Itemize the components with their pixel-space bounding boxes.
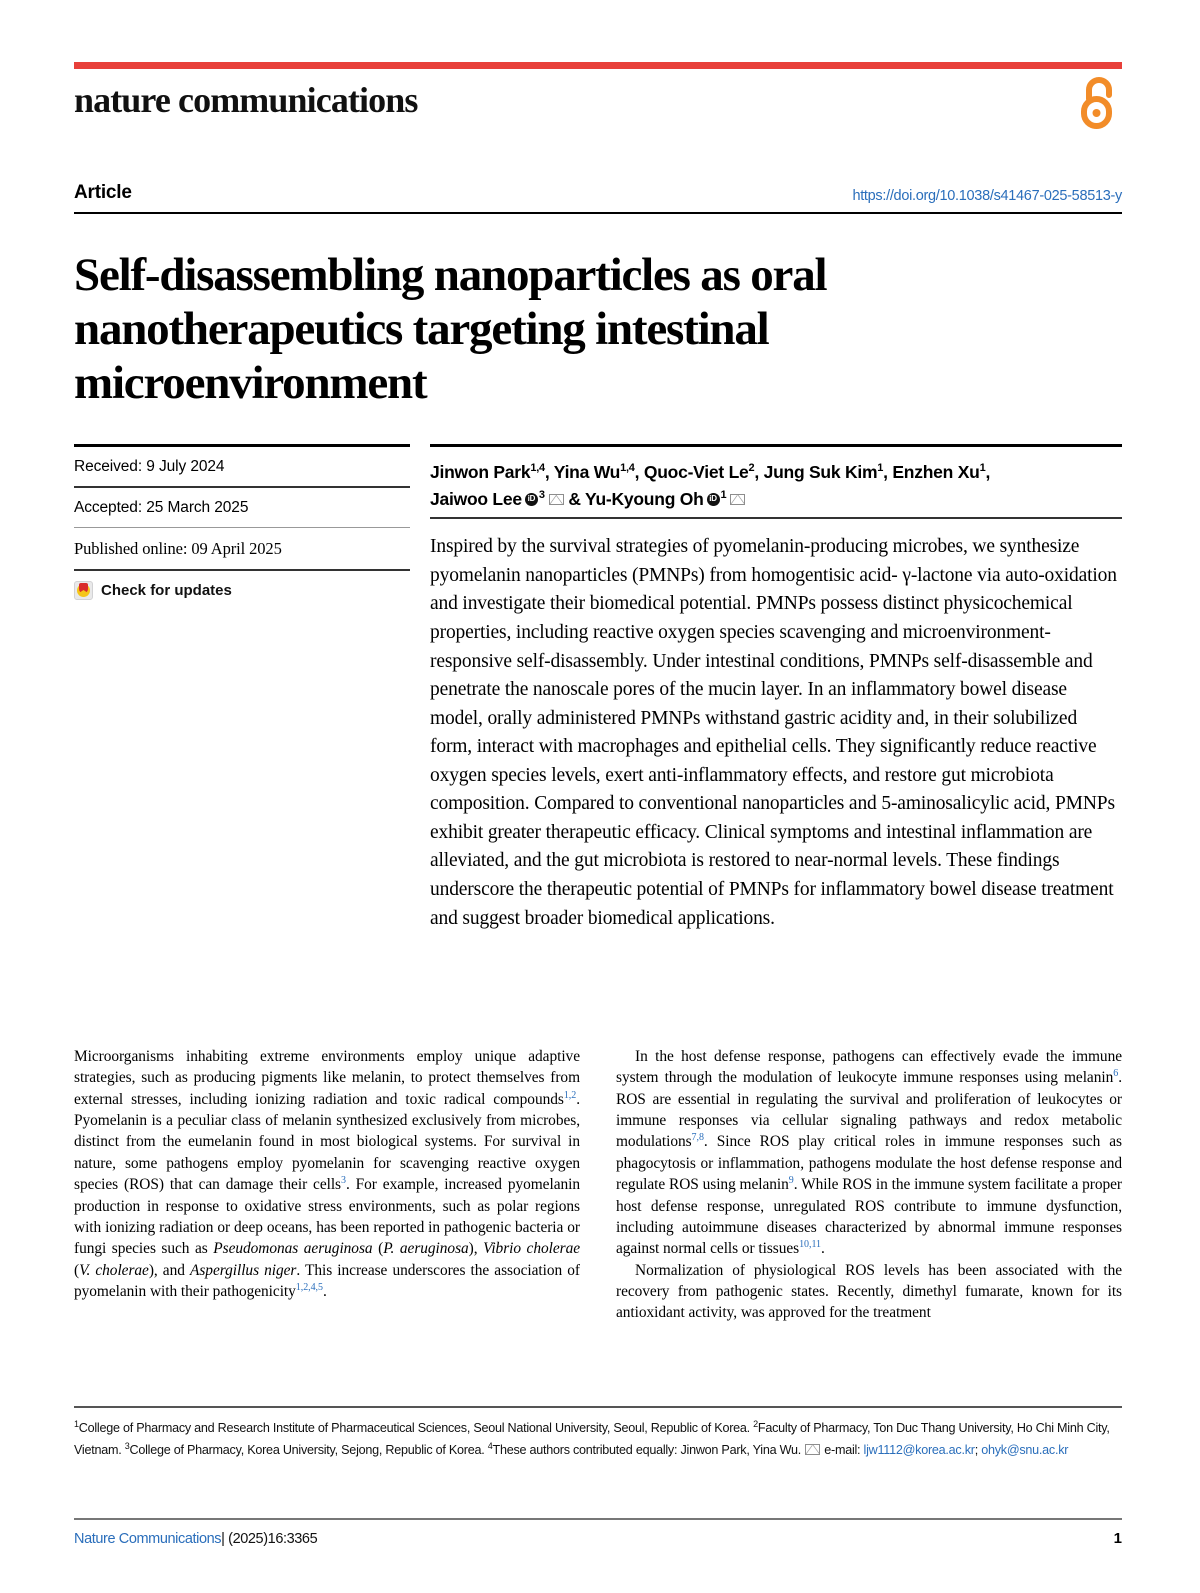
author-1-affil: 1,4 bbox=[530, 462, 545, 475]
intro-p2-seg2: . ROS are essential in regulating the survival and proliferation of leukocytes or immune responses via cellular signaling pathways and redox metabolic modulations bbox=[616, 1069, 1122, 1151]
intro-paragraph-1 bbox=[74, 1046, 580, 1302]
article-header-row bbox=[74, 182, 1122, 204]
author-4-affil: 1 bbox=[877, 462, 884, 475]
author-1: Jinwon Park bbox=[430, 462, 531, 482]
accepted-date: Accepted: 25 March 2025 bbox=[74, 499, 249, 516]
citation-ref[interactable]: 10,11 bbox=[799, 1239, 821, 1251]
email-label: e-mail: bbox=[824, 1442, 864, 1457]
check-for-updates-label: Check for updates bbox=[101, 582, 232, 599]
affiliations-block bbox=[74, 1406, 1122, 1460]
author-6-affil: 3 bbox=[538, 489, 545, 502]
body-column-right bbox=[616, 1046, 1122, 1324]
intro-paragraph-3: Normalization of physiological ROS levels has been associated with the recovery from pathogenic states. Recently, dimethyl fumarate, known for its antioxidant activity, was approved for the treatment bbox=[616, 1261, 1122, 1322]
citation-ref[interactable]: 9 bbox=[788, 1175, 794, 1187]
species-name: Pseudomonas aeruginosa bbox=[213, 1240, 373, 1258]
citation-ref[interactable]: 1,2,4,5 bbox=[295, 1281, 323, 1293]
email-separator: ; bbox=[974, 1442, 982, 1457]
citation-ref[interactable]: 1,2 bbox=[563, 1089, 577, 1101]
doi-link[interactable]: https://doi.org/10.1038/s41467-025-58513-y bbox=[852, 188, 1122, 204]
intro-p1-seg8: . This increase underscores the association of pyomelanin with their pathogenicity bbox=[74, 1261, 580, 1300]
intro-p1-seg3: . For example, increased pyomelanin production in response to oxidative stress environments, such as polar regions with ionizing radiation or deep oceans, has been reported in pathogenic bacteria or fungi species such as bbox=[74, 1176, 580, 1258]
affil-marker-1: 1 bbox=[74, 1419, 79, 1429]
footer-journal-name[interactable]: Nature Communications bbox=[74, 1531, 222, 1547]
species-name: Aspergillus niger bbox=[190, 1261, 297, 1279]
intro-p1-seg9: . bbox=[322, 1282, 327, 1300]
author-6: Jaiwoo Lee bbox=[430, 489, 522, 510]
affil-4: These authors contributed equally: Jinwon Park, Yina Wu. bbox=[492, 1442, 805, 1457]
abstract-text: Inspired by the survival strategies of pyomelanin-producing microbes, we synthesize pyomelanin nanoparticles (PMNPs) from homogentisic acid- γ-lactone via auto-oxidation and investigate their biomedical potential. PMNPs possess distinct physicochemical properties, including reactive oxygen species scavenging and microenvironment-responsive self-disassembly. Under intestinal conditions, PMNPs self-disassemble and penetrate the nanoscale pores of the mucin layer. In an inflammatory bowel disease model, orally administered PMNPs withstand gastric acidity and, in their solubilized form, interact with macrophages and epithelial cells. They significantly reduce reactive oxygen species levels, exert anti-inflammatory effects, and restore gut microbiota composition. Compared to conventional nanoparticles and 5-aminosalicylic acid, PMNPs exhibit greater therapeutic efficacy. Clinical symptoms and intestinal inflammation are alleviated, and the gut microbiota is restored to near-normal levels. These findings underscore the therapeutic potential of PMNPs for inflammatory bowel disease treatment and suggest broader biomedical applications. bbox=[430, 536, 1117, 929]
footer-volume-info: | (2025)16:3365 bbox=[221, 1531, 318, 1547]
intro-p1-seg2: . Pyomelanin is a peculiar class of melanin synthesized exclusively from microbes, distinct from the eumelanin found in most biological systems. For survival in nature, some pathogens employ pyomelanin for scavenging reactive oxygen species (ROS) that can damage their cells bbox=[74, 1090, 580, 1194]
author-list bbox=[430, 447, 1122, 517]
footer-citation bbox=[74, 1531, 317, 1547]
author-4: , Jung Suk Kim bbox=[754, 462, 878, 482]
body-columns bbox=[74, 1046, 1122, 1324]
author-7: & Yu-Kyoung Oh bbox=[568, 489, 704, 510]
species-name: Vibrio cholerae bbox=[483, 1240, 580, 1258]
corresponding-email-1[interactable]: ljw1112@korea.ac.kr bbox=[863, 1442, 975, 1457]
page-footer bbox=[74, 1518, 1122, 1547]
author-line1-comma: , bbox=[985, 462, 991, 482]
author-2: , Yina Wu bbox=[544, 462, 621, 482]
body-column-left bbox=[74, 1046, 580, 1324]
affil-marker-3: 3 bbox=[124, 1440, 130, 1451]
intro-p2-seg5: . bbox=[821, 1240, 825, 1258]
citation-ref[interactable]: 6 bbox=[1113, 1068, 1119, 1080]
intro-p1-seg4: ( bbox=[372, 1240, 384, 1258]
intro-p1-seg1: Microorganisms inhabiting extreme environments employ unique adaptive strategies, such as producing pigments like melanin, to protect themselves from external stresses, including ionizing radiation and toxic radical compounds bbox=[74, 1048, 580, 1108]
footer-row bbox=[74, 1520, 1122, 1547]
header-divider bbox=[74, 212, 1122, 214]
affil-2: Faculty of Pharmacy, Ton Duc Thang University, Ho Chi Minh City, Vietnam. bbox=[74, 1421, 1110, 1457]
intro-p2-seg4: . While ROS in the immune system facilitate a proper host defense response, unregulated ROS contribute to immune dysfunction, including autoimmune diseases characterized by abnormal immune responses against normal cells or tissues bbox=[616, 1176, 1122, 1258]
orcid-icon[interactable] bbox=[525, 493, 538, 506]
published-date: Published online: 09 April 2025 bbox=[74, 539, 282, 558]
intro-p1-seg7: ), and bbox=[148, 1261, 191, 1279]
publication-meta bbox=[74, 444, 410, 600]
check-for-updates[interactable] bbox=[74, 571, 410, 600]
citation-ref[interactable]: 7,8 bbox=[691, 1132, 704, 1144]
article-type-label: Article bbox=[74, 182, 132, 203]
email-envelope-icon bbox=[805, 1444, 820, 1455]
author-3: , Quoc-Viet Le bbox=[634, 462, 749, 482]
affiliations-text bbox=[74, 1408, 1122, 1460]
corresponding-email-2[interactable]: ohyk@snu.ac.kr bbox=[981, 1442, 1069, 1457]
intro-p1-seg6: ( bbox=[74, 1261, 80, 1279]
author-2-affil: 1,4 bbox=[620, 462, 635, 475]
intro-p2-seg1: In the host defense response, pathogens can effectively evade the immune system through the modulation of leukocyte immune responses using melanin bbox=[616, 1048, 1122, 1087]
crossmark-icon bbox=[74, 581, 93, 600]
author-3-affil: 2 bbox=[748, 462, 755, 475]
author-5: , Enzhen Xu bbox=[883, 462, 980, 482]
author-5-affil: 1 bbox=[979, 462, 986, 475]
email-envelope-icon[interactable] bbox=[730, 494, 745, 505]
citation-ref[interactable]: 3 bbox=[341, 1175, 346, 1187]
species-name: P. aeruginosa bbox=[383, 1240, 469, 1258]
affil-marker-2: 2 bbox=[753, 1419, 758, 1429]
masthead bbox=[74, 62, 1122, 141]
intro-p1-seg5: ), bbox=[468, 1240, 484, 1258]
page-number: 1 bbox=[1113, 1530, 1122, 1547]
page-title: Self-disassembling nanoparticles as oral nanotherapeutics targeting intestinal microenvironment bbox=[74, 249, 827, 409]
affil-marker-4: 4 bbox=[487, 1440, 493, 1451]
brand-rule bbox=[74, 62, 1122, 69]
affil-3: College of Pharmacy, Korea University, Sejong, Republic of Korea. bbox=[129, 1442, 488, 1457]
brand-row bbox=[74, 69, 1122, 141]
author-7-affil: 1 bbox=[720, 489, 727, 502]
open-access-lock-icon bbox=[1076, 77, 1122, 129]
authors-and-abstract bbox=[430, 444, 1122, 933]
received-date: Received: 9 July 2024 bbox=[74, 458, 225, 475]
intro-paragraph-2 bbox=[616, 1046, 1122, 1260]
intro-p2-seg3: . Since ROS play critical roles in immune responses such as phagocytosis or inflammation, pathogens modulate the host defense response and regulate ROS using melanin bbox=[616, 1133, 1122, 1194]
affil-1: College of Pharmacy and Research Institute of Pharmaceutical Sciences, Seoul National University, Seoul, Republic of Korea. bbox=[78, 1421, 754, 1436]
orcid-icon[interactable] bbox=[707, 493, 720, 506]
email-envelope-icon[interactable] bbox=[549, 494, 564, 505]
species-name: V. cholerae bbox=[79, 1261, 149, 1279]
journal-brand: nature communications bbox=[74, 80, 418, 120]
